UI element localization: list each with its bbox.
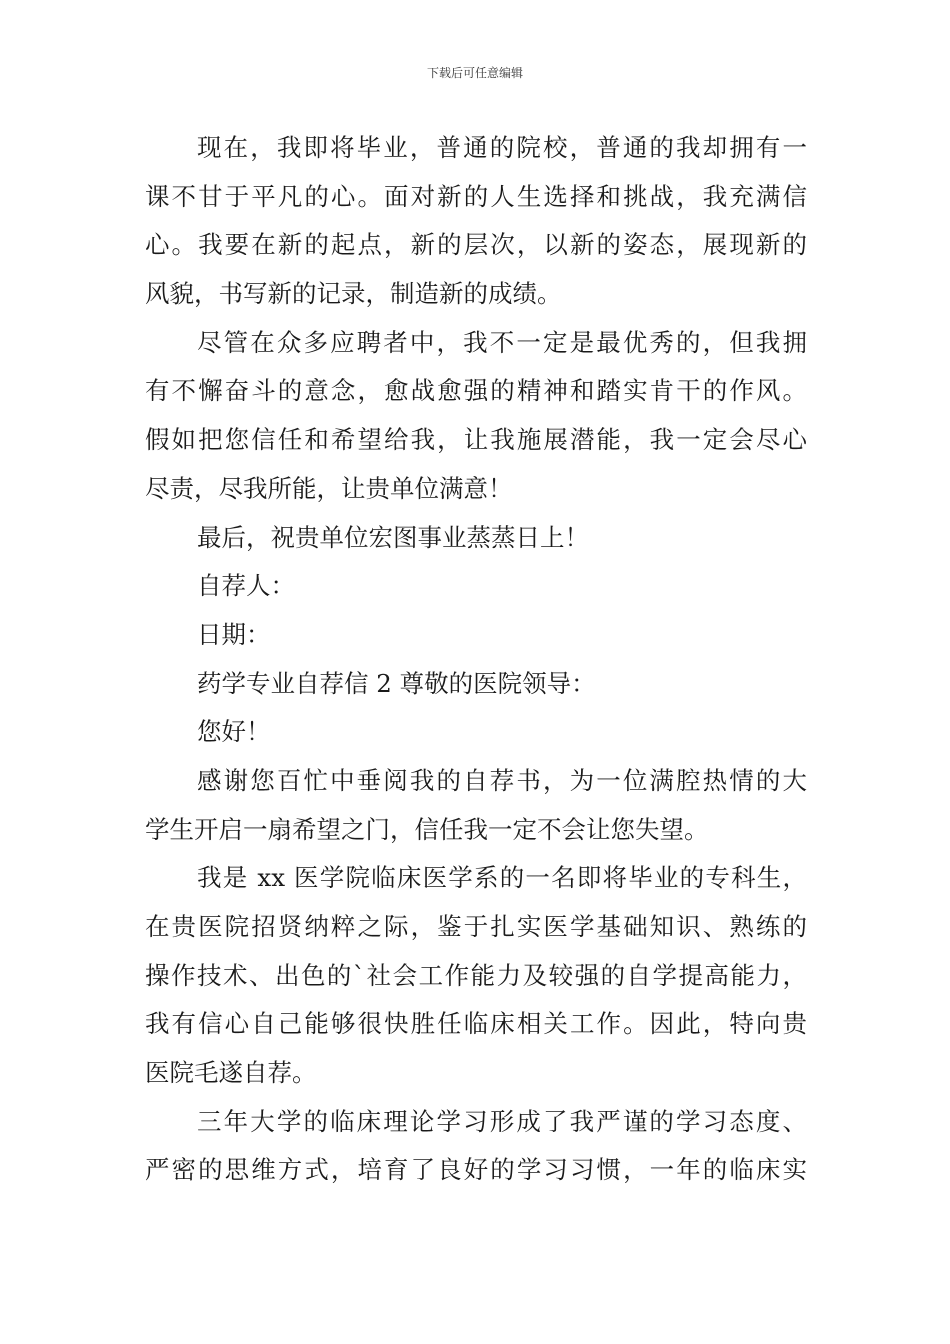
text-line: 假如把您信任和希望给我，让我施展潜能，我一定会尽心 xyxy=(145,425,807,455)
text-line: 感谢您百忙中垂阅我的自荐书，为一位满腔热情的大 xyxy=(197,765,807,795)
text-line: 风貌，书写新的记录，制造新的成绩。 xyxy=(145,279,562,309)
text-line: 严密的思维方式，培育了良好的学习习惯，一年的临床实 xyxy=(145,1155,807,1185)
text-line: 自荐人： xyxy=(197,571,295,601)
text-line: 日期： xyxy=(197,619,271,649)
text-line: 尽责，尽我所能，让贵单位满意！ xyxy=(145,473,513,503)
text-line: 课不甘于平凡的心。面对新的人生选择和挑战，我充满信 xyxy=(145,181,807,211)
text-line: 您好！ xyxy=(197,717,271,747)
text-line: 在贵医院招贤纳粹之际，鉴于扎实医学基础知识、熟练的 xyxy=(145,912,807,941)
text-line: 医院毛遂自荐。 xyxy=(145,1058,317,1088)
page-header: 下载后可任意编辑 xyxy=(426,66,523,80)
text-line: 心。我要在新的起点，新的层次，以新的姿态，展现新的 xyxy=(145,230,807,260)
text-line: 现在，我即将毕业，普通的院校，普通的我却拥有一 xyxy=(197,133,807,162)
document-body xyxy=(145,124,807,1195)
text-line: 尽管在众多应聘者中，我不一定是最优秀的，但我拥 xyxy=(197,327,807,357)
text-line: 药学专业自荐信 2 尊敬的医院领导： xyxy=(197,668,596,698)
text-line: 三年大学的临床理论学习形成了我严谨的学习态度、 xyxy=(197,1106,807,1136)
text-line: 最后，祝贵单位宏图事业蒸蒸日上！ xyxy=(197,522,589,552)
text-line: 我有信心自己能够很快胜任临床相关工作。因此，特向贵 xyxy=(145,1009,807,1039)
text-line: 学生开启一扇希望之门，信任我一定不会让您失望。 xyxy=(145,814,709,844)
text-line: 操作技术、出色的`社会工作能力及较强的自学提高能力， xyxy=(145,960,807,990)
text-line: 我是 xx 医学院临床医学系的一名即将毕业的专科生， xyxy=(197,863,807,893)
text-line: 有不懈奋斗的意念，愈战愈强的精神和踏实肯干的作风。 xyxy=(145,376,807,406)
